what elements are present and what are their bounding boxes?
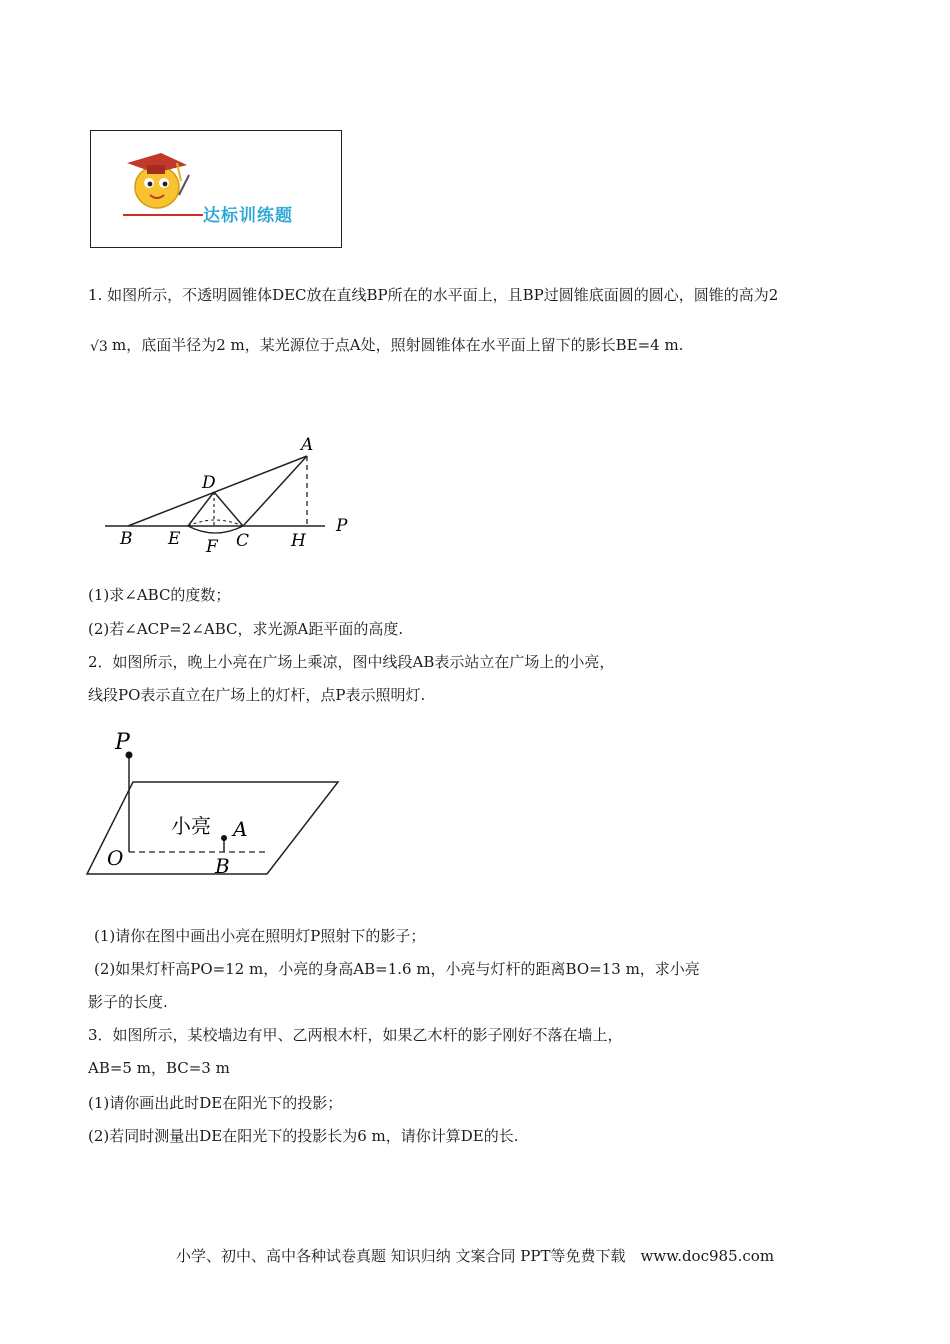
q1-line2: m，底面半径为2 m，某光源位于点A处，照射圆锥体在水平面上留下的影长BE=4 m.: [112, 336, 684, 354]
label-C: C: [236, 531, 250, 551]
q2-sub1: (1)请你在图中画出小亮在照明灯P照射下的影子；: [94, 927, 426, 945]
q3-sub2: (2)若同时测量出DE在阳光下的投影长为6 m，请你计算DE的长.: [88, 1127, 519, 1145]
label-A2: A: [233, 817, 248, 841]
label-P2: P: [115, 730, 130, 755]
banner-rule: [123, 214, 203, 216]
label-A: A: [301, 435, 314, 455]
section-banner: [90, 130, 342, 248]
label-H: H: [291, 531, 306, 551]
q1-sub2: (2)若∠ACP=2∠ABC，求光源A距平面的高度.: [88, 620, 404, 638]
label-D: D: [202, 473, 216, 493]
q1-sqrt3: √3: [90, 339, 108, 355]
label-xiaoliang: 小亮: [171, 814, 211, 838]
q3-sub1: (1)请你画出此时DE在阳光下的投影；: [88, 1094, 343, 1112]
label-E: E: [168, 529, 181, 549]
label-P: P: [336, 516, 348, 536]
q2-sub2b: 影子的长度.: [88, 993, 168, 1011]
q3-line1: 3．如图所示，某校墙边有甲、乙两根木杆，如果乙木杆的影子刚好不落在墙上，: [88, 1026, 623, 1044]
q2-line2: 线段PO表示直立在广场上的灯杆，点P表示照明灯.: [88, 686, 426, 704]
q1-line1: 1. 如图所示，不透明圆锥体DEC放在直线BP所在的水平面上，且BP过圆锥底面圆的圆心，圆锥的高为2: [88, 286, 779, 304]
mascot-icon: [117, 139, 197, 219]
q2-sub2a: (2)如果灯杆高PO=12 m，小亮的身高AB=1.6 m，小亮与灯杆的距离BO=13 m，求小亮: [94, 960, 700, 978]
q2-line1: 2．如图所示，晚上小亮在广场上乘凉，图中线段AB表示站立在广场上的小亮，: [88, 653, 615, 671]
label-B: B: [120, 529, 133, 549]
footer-text: 小学、初中、高中各种试卷真题 知识归纳 文案合同 PPT等免费下载 www.doc985.com: [175, 1247, 775, 1265]
label-O: O: [107, 846, 124, 870]
label-F: F: [206, 537, 218, 557]
q1-sub1: (1)求∠ABC的度数；: [88, 586, 231, 604]
q3-line2: AB=5 m，BC=3 m: [88, 1059, 230, 1077]
banner-title: 达标训练题: [203, 206, 293, 226]
q2-lamp-figure: [85, 725, 345, 885]
label-B2: B: [215, 854, 230, 878]
q1-cone-figure: [100, 430, 370, 560]
